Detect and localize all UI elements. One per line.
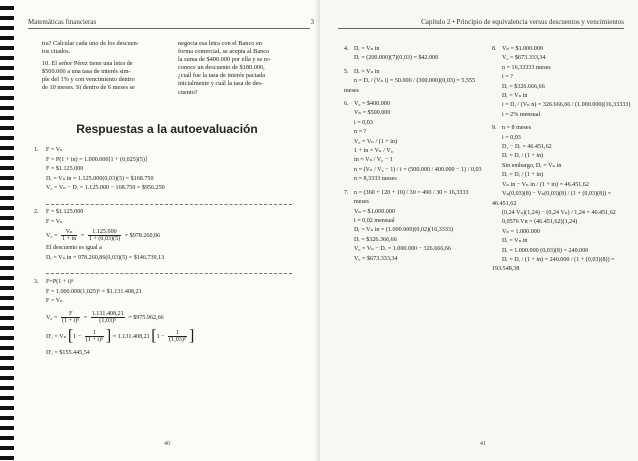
- answer-line: [344, 54, 484, 63]
- answer-line: [344, 189, 484, 198]
- answer-text: Dᵣ = Vₙ in: [354, 46, 380, 52]
- answer-text: Dᵣ = (200.000)(7)(0,03) = $42.000: [354, 55, 439, 62]
- problem-line: ple del 1% y con vencimiento dentro: [42, 76, 135, 84]
- answer-line: [344, 245, 484, 254]
- answer-line: [492, 92, 632, 101]
- left-bracket: [: [67, 327, 74, 345]
- answer-text: Vₙ = $1.000.000: [502, 46, 543, 52]
- answer-line: [344, 77, 484, 96]
- problem-line: 10. El señor Pérez tiene una letra de: [42, 60, 133, 68]
- solution-line: F = 1.000.000(1,025)⁵ = $1.131.408,21: [46, 288, 142, 295]
- answer-text: n = (360 + 120 + 10) / 30 = 490 / 30 = 16,3333: [354, 189, 469, 196]
- solution-line: F=P(1 + i)ⁿ: [46, 279, 74, 285]
- answer-line: [492, 256, 632, 275]
- answer-line: [492, 209, 632, 218]
- solution-line: F = Vₙ: [46, 147, 63, 153]
- answer-number: 4.: [344, 46, 349, 52]
- answer-line: [344, 68, 484, 77]
- problem-line: tos citados.: [42, 48, 71, 56]
- answers-heading: Respuestas a la autoevaluación: [76, 122, 258, 136]
- answer-text: Dᵣ = Vₙ in: [354, 68, 380, 75]
- answer-line: [492, 162, 632, 171]
- answer-text: Dᵣ = $326.666,66: [502, 83, 545, 90]
- answer-text: i = 0,02 mensual: [354, 217, 395, 224]
- eq-mid: = 1.131.408,21: [112, 333, 150, 340]
- eq-mid: =: [83, 314, 88, 321]
- eq-result: = $978.260,86: [124, 233, 161, 240]
- right-bracket: ]: [105, 327, 112, 345]
- numerator: F: [61, 311, 80, 318]
- answer-number: 8.: [492, 46, 497, 52]
- solution-equation: [46, 311, 308, 324]
- solution-line: F = Vₙ: [46, 298, 63, 305]
- numerator: 1: [168, 330, 187, 337]
- answer-line: [344, 166, 484, 175]
- answer-text: i = 2% mensual: [502, 111, 541, 118]
- answer-text: D₁ − Dᵣ = 46.451,62: [502, 144, 552, 151]
- separator: [46, 204, 292, 205]
- answer-line: [492, 101, 632, 110]
- answer-text: n = 8,3333 meses: [354, 176, 397, 183]
- solution-number: 1.: [34, 147, 39, 153]
- left-running-head-title: Matemáticas financieras: [28, 18, 97, 26]
- answer-number: 5.: [344, 68, 349, 75]
- answer-text: n = (Vₙ / V₀ − 1) / i = (500.000 / 400.000 − 1) / 0,03: [354, 166, 482, 173]
- numerator: 1.131.408,21: [91, 310, 124, 317]
- solution-line: F = $1.125.000: [46, 166, 84, 173]
- numerator: 1: [85, 330, 104, 337]
- answer-line: [492, 45, 632, 54]
- solution-number: 3.: [34, 279, 39, 285]
- answer-number: 6.: [344, 101, 349, 108]
- answer-text: V₀ = $673.333,34: [354, 255, 398, 262]
- answer-text: Dᵣ = Vₙ in: [502, 238, 528, 245]
- solution-3: [34, 278, 308, 358]
- answer-text: (0,24 Vₙ)(1,24) − (0,24 Vₙ) / 1,24 = 46.451,62: [502, 209, 616, 216]
- answer-line: [344, 198, 484, 207]
- answer-line: [492, 134, 632, 143]
- right-page: [320, 0, 638, 461]
- answer-line: [344, 109, 484, 118]
- eq-mid: =: [80, 233, 85, 240]
- answer-text: in = Vₙ / V₀ − 1: [354, 157, 393, 164]
- answer-text: 1 + in = Vₙ / V₀: [354, 148, 393, 155]
- answer-text: Dᵣ = $326.366,66: [354, 236, 397, 243]
- numerator: Vₙ: [61, 229, 77, 236]
- answer-line: [344, 175, 484, 184]
- right-running-head: Capítulo 2 • Principio de equivalencia versus descuentos y vencimientos: [338, 18, 624, 29]
- answer-text: V₀ = $400.000: [354, 101, 390, 108]
- left-page: [14, 0, 320, 461]
- problem-line: negocia esa letra con el Banco en: [178, 40, 262, 47]
- answer-line: [344, 119, 484, 128]
- problem-line: conoce un descuento de $180.000,: [178, 64, 265, 72]
- problem-line: ¿cuál fue la tasa de interés pactada: [178, 72, 266, 80]
- solution-line: D'ᵣ = $155.445,54: [46, 349, 90, 356]
- solution-line: F = $1.125.000: [46, 209, 84, 215]
- solution-2: [34, 208, 308, 263]
- denominator: 1 + in: [62, 236, 77, 243]
- problem-line: la suma de $400.000 por ella y se re-: [178, 56, 271, 64]
- answer-line: [492, 124, 632, 133]
- problem-line: inicialmente y cuál la tasa de des-: [178, 80, 263, 88]
- answer-line: [344, 236, 484, 245]
- answer-text: V₀ = Vₙ / (1 + in): [354, 138, 398, 145]
- answer-line: [344, 138, 484, 147]
- answer-text: Dᵣ = Dᵣ / (1 + in) = 240.000 / (1 + (0,03)(8)) = 193.548,38: [492, 256, 615, 273]
- eq-term: 1 −: [156, 333, 165, 340]
- denominator: (1 + i)ⁿ: [62, 317, 80, 324]
- problems-column-1: [42, 40, 170, 93]
- denominator: (1 + i)ⁿ: [85, 336, 103, 343]
- answer-text: i = Dᵣ / (Vₙ n) = 326.666,66 / (1.000.000)(16,33333): [502, 102, 631, 109]
- answer-text: n = ?: [354, 129, 367, 136]
- denominator: (1,03)⁵: [169, 336, 186, 343]
- answer-text: Dᵣ = 1.000.000 (0,03)(8) = 240.000: [502, 247, 589, 254]
- answer-number: 9.: [492, 125, 497, 132]
- problem-line: cuento?: [178, 88, 198, 96]
- fraction: [168, 330, 187, 343]
- left-bracket: [: [151, 327, 157, 345]
- answer-line: [344, 208, 484, 217]
- answer-line: [344, 45, 484, 54]
- solution-line: F = P(1 + in) = 1.000.000[1 + (0,025)(5)]: [46, 156, 147, 163]
- answer-text: n = Dᵣ / (Vₙ i) = 50.000 / (300.000)(0,03) = 5,555 meses: [344, 78, 476, 94]
- answer-line: [492, 83, 632, 92]
- answer-text: Vₙ = 1.000.000: [502, 228, 540, 235]
- answer-line: [492, 190, 632, 209]
- solution-line: Dᵣ = Vₙ in = 1.125.000(0,03)(5) = $168.750: [46, 175, 154, 182]
- answer-line: [492, 171, 632, 180]
- answer-text: Vₙ = $1.000.000: [354, 208, 395, 215]
- answer-line: [344, 226, 484, 235]
- answer-text: Sin embargo, Dᵣ = Vₙ in: [502, 162, 562, 169]
- answer-text: i = 0,03: [502, 134, 521, 141]
- problem-line: forma comercial, se acepta al Banco: [178, 48, 270, 56]
- eq-result: = $975.962,66: [128, 314, 164, 321]
- answers-column-2: [492, 45, 632, 275]
- answer-line: [344, 156, 484, 165]
- answer-text: Vₙ = $500.000: [354, 110, 391, 117]
- left-page-number: 40: [164, 441, 170, 447]
- answer-line: [492, 73, 632, 82]
- fraction: [85, 330, 104, 343]
- solution-equation: [46, 327, 308, 345]
- solution-equation: [46, 229, 308, 242]
- answer-text: V₀ = Vₙ − Dᵣ = 1.000.000 − 326.666,66: [354, 246, 451, 253]
- answer-line: [492, 181, 632, 190]
- answer-line: [492, 218, 632, 227]
- answer-text: 0,0576 Vn = (46.451,62)(1,24): [502, 219, 578, 226]
- answer-line: [492, 247, 632, 256]
- solution-line: Dᵣ = Vₙ in = 978.260,86(0,03)(5) = $146.739,13: [46, 254, 165, 261]
- denominator: 1 + (0,03)(5): [88, 236, 121, 243]
- answer-line: [492, 64, 632, 73]
- book-spread: [14, 0, 638, 461]
- numerator: 1.125.000: [88, 229, 121, 236]
- solution-1: [34, 146, 308, 194]
- answer-line: [492, 111, 632, 120]
- answer-line: [344, 255, 484, 264]
- problem-line: de 10 meses. Si dentro de 6 meses se: [42, 84, 135, 92]
- answers-column-1: [344, 45, 484, 264]
- spiral-binding: [0, 0, 14, 461]
- answer-text: Dᵣ = Dᵣ / (1 + in): [502, 172, 544, 179]
- answer-line: [344, 147, 484, 156]
- answer-line: [344, 217, 484, 226]
- answer-number: 7.: [344, 189, 349, 196]
- answer-line: [492, 237, 632, 246]
- answer-text: n = 16,33333 meses: [502, 64, 551, 71]
- left-running-head: [28, 18, 314, 29]
- answer-text: n = 8 meses: [502, 125, 531, 132]
- denominator: (1,03)⁵: [99, 317, 117, 324]
- answer-line: [492, 228, 632, 237]
- solution-line: El descuento es igual a: [46, 245, 102, 252]
- solution-number: 2.: [34, 209, 39, 215]
- eq-lhs: D'ᵣ = Vₙ: [46, 333, 67, 340]
- fraction: [88, 229, 121, 242]
- eq-lhs: V₀ =: [46, 314, 58, 321]
- answer-text: Dᵣ = Dᵣ / (1 + in): [502, 153, 544, 160]
- solution-line: V₀ = Vₙ − Dᵣ = 1.125.000 − 168.750 = $956.250: [46, 185, 165, 192]
- fraction: [61, 229, 77, 242]
- right-bracket: ]: [189, 327, 195, 345]
- answer-text: Vₙ(0,03)(8) − Vₙ(0,03)(8) / (1 + (0,03)(8)) = 46.451,62: [492, 191, 612, 207]
- problem-line: tra? Calcular cada uno de los descuen-: [42, 40, 139, 47]
- problem-line: $500.000 a una tasa de interés sim-: [42, 68, 131, 76]
- right-page-number: 41: [480, 441, 486, 447]
- answer-line: [492, 54, 632, 63]
- fraction: [61, 311, 80, 324]
- fraction: [91, 311, 125, 324]
- solution-line: F = Vₙ: [46, 218, 63, 225]
- answer-text: i = 0,03: [354, 119, 373, 126]
- answer-text: Dᵣ = Vₙ in: [502, 93, 528, 100]
- answer-line: [344, 100, 484, 109]
- answer-text: meses: [354, 199, 369, 206]
- problems-column-2: [178, 40, 312, 97]
- answer-text: Vₙ in − Vₙ in / (1 + in) = 46.451,62: [502, 181, 589, 188]
- answer-line: [492, 152, 632, 161]
- answer-line: [344, 128, 484, 137]
- left-corner-number: 3: [310, 18, 314, 26]
- answer-text: V₀ = $673.333,34: [502, 55, 546, 62]
- answer-text: Dᵣ = Vₙ in = (1.000.000)(0,02)(16,3333): [354, 227, 453, 234]
- answer-line: [492, 143, 632, 152]
- separator: [46, 273, 292, 274]
- eq-term: 1 −: [73, 333, 82, 340]
- answer-text: i = ?: [502, 74, 513, 81]
- eq-lhs: V₀ =: [46, 233, 58, 240]
